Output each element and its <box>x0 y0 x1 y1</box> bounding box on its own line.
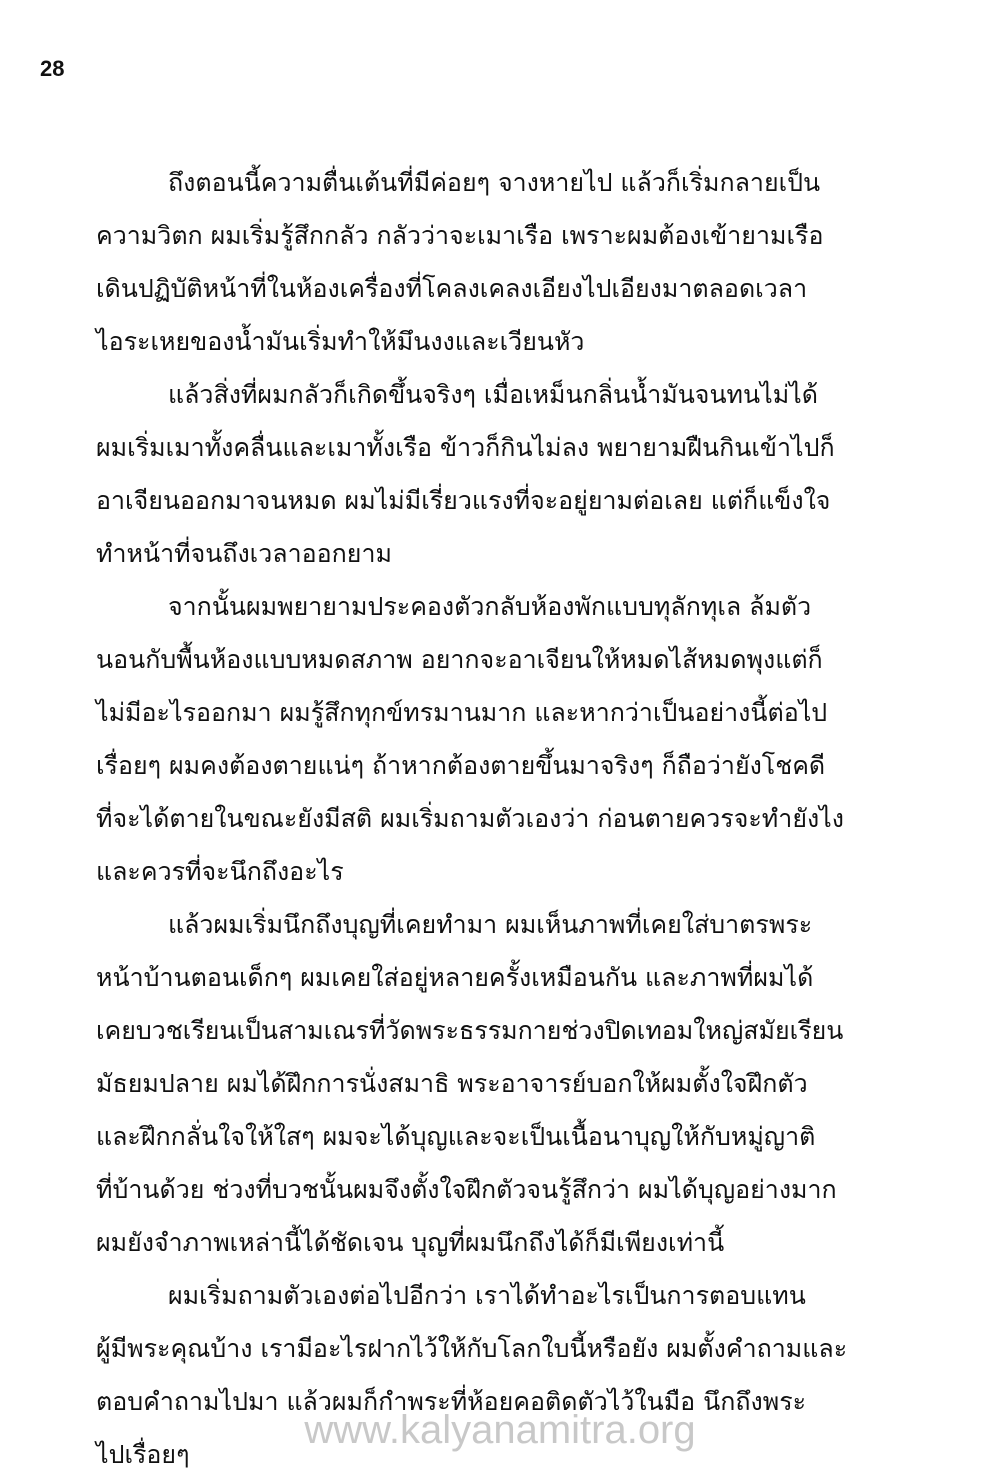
paragraph-line: หน้าบ้านตอนเด็กๆ ผมเคยใส่อยู่หลายครั้งเหมือนกัน และภาพที่ผมได้ <box>96 963 814 992</box>
paragraph-line: ผมเริ่มถามตัวเองต่อไปอีกว่า เราได้ทำอะไรเป็นการตอบแทน <box>168 1281 806 1310</box>
paragraph-line: ที่จะได้ตายในขณะยังมีสติ ผมเริ่มถามตัวเองว่า ก่อนตายควรจะทำยังไง <box>96 804 844 833</box>
paragraph-line: เคยบวชเรียนเป็นสามเณรที่วัดพระธรรมกายช่วงปิดเทอมใหญ่สมัยเรียน <box>96 1016 844 1045</box>
footer-watermark-url: www.kalyanamitra.org <box>304 1408 696 1452</box>
body-text <box>96 156 848 1481</box>
paragraph-line: ไม่มีอะไรออกมา ผมรู้สึกทุกข์ทรมานมาก และหากว่าเป็นอย่างนี้ต่อไป <box>96 698 828 727</box>
paragraph-line: ไอระเหยของน้ำมันเริ่มทำให้มึนงงและเวียนหัว <box>96 327 585 356</box>
paragraph-line: อาเจียนออกมาจนหมด ผมไม่มีเรี่ยวแรงที่จะอยู่ยามต่อเลย แต่ก็แข็งใจ <box>96 486 831 515</box>
paragraph-line: ผมเริ่มเมาทั้งคลื่นและเมาทั้งเรือ ข้าวก็กินไม่ลง พยายามฝืนกินเข้าไปก็ <box>96 433 835 462</box>
paragraph-line: ไปเรื่อยๆ <box>96 1440 190 1469</box>
paragraph-line: และฝึกกลั่นใจให้ใสๆ ผมจะได้บุญและจะเป็นเนื้อนาบุญให้กับหมู่ญาติ <box>96 1122 816 1151</box>
paragraph-line: ตอบคำถามไปมา แล้วผมก็กำพระที่ห้อยคอติดตัวไว้ในมือ นึกถึงพระ <box>96 1387 807 1416</box>
paragraph-line: และควรที่จะนึกถึงอะไร <box>96 857 344 886</box>
paragraph-line: จากนั้นผมพยายามประคองตัวกลับห้องพักแบบทุลักทุเล ล้มตัว <box>168 592 812 621</box>
paragraph-line: แล้วผมเริ่มนึกถึงบุญที่เคยทำมา ผมเห็นภาพที่เคยใส่บาตรพระ <box>168 910 813 939</box>
paragraph-line: ผมยังจำภาพเหล่านี้ได้ชัดเจน บุญที่ผมนึกถึงได้ก็มีเพียงเท่านี้ <box>96 1228 725 1257</box>
page-number: 28 <box>40 56 65 81</box>
paragraph-line: ทำหน้าที่จนถึงเวลาออกยาม <box>96 539 392 568</box>
paragraph-line: แล้วสิ่งที่ผมกลัวก็เกิดขึ้นจริงๆ เมื่อเหม็นกลิ่นน้ำมันจนทนไม่ได้ <box>168 380 818 409</box>
paragraph-line: ความวิตก ผมเริ่มรู้สึกกลัว กลัวว่าจะเมาเรือ เพราะผมต้องเข้ายามเรือ <box>96 221 824 250</box>
paragraph-line: ถึงตอนนี้ความตื่นเต้นที่มีค่อยๆ จางหายไป แล้วก็เริ่มกลายเป็น <box>168 168 821 197</box>
paragraph-line: ผู้มีพระคุณบ้าง เรามีอะไรฝากไว้ให้กับโลกใบนี้หรือยัง ผมตั้งคำถามและ <box>96 1334 848 1363</box>
paragraph-line: นอนกับพื้นห้องแบบหมดสภาพ อยากจะอาเจียนให้หมดไส้หมดพุงแต่ก็ <box>96 645 823 674</box>
paragraph-line: ที่บ้านด้วย ช่วงที่บวชนั้นผมจึงตั้งใจฝึกตัวจนรู้สึกว่า ผมได้บุญอย่างมาก <box>96 1175 837 1204</box>
paragraph-line: เรื่อยๆ ผมคงต้องตายแน่ๆ ถ้าหากต้องตายขึ้นมาจริงๆ ก็ถือว่ายังโชคดี <box>96 751 826 780</box>
paragraph-line: เดินปฏิบัติหน้าที่ในห้องเครื่องที่โคลงเคลงเอียงไปเอียงมาตลอดเวลา <box>96 274 808 303</box>
paragraph-line: มัธยมปลาย ผมได้ฝึกการนั่งสมาธิ พระอาจารย์บอกให้ผมตั้งใจฝึกตัว <box>96 1069 808 1098</box>
